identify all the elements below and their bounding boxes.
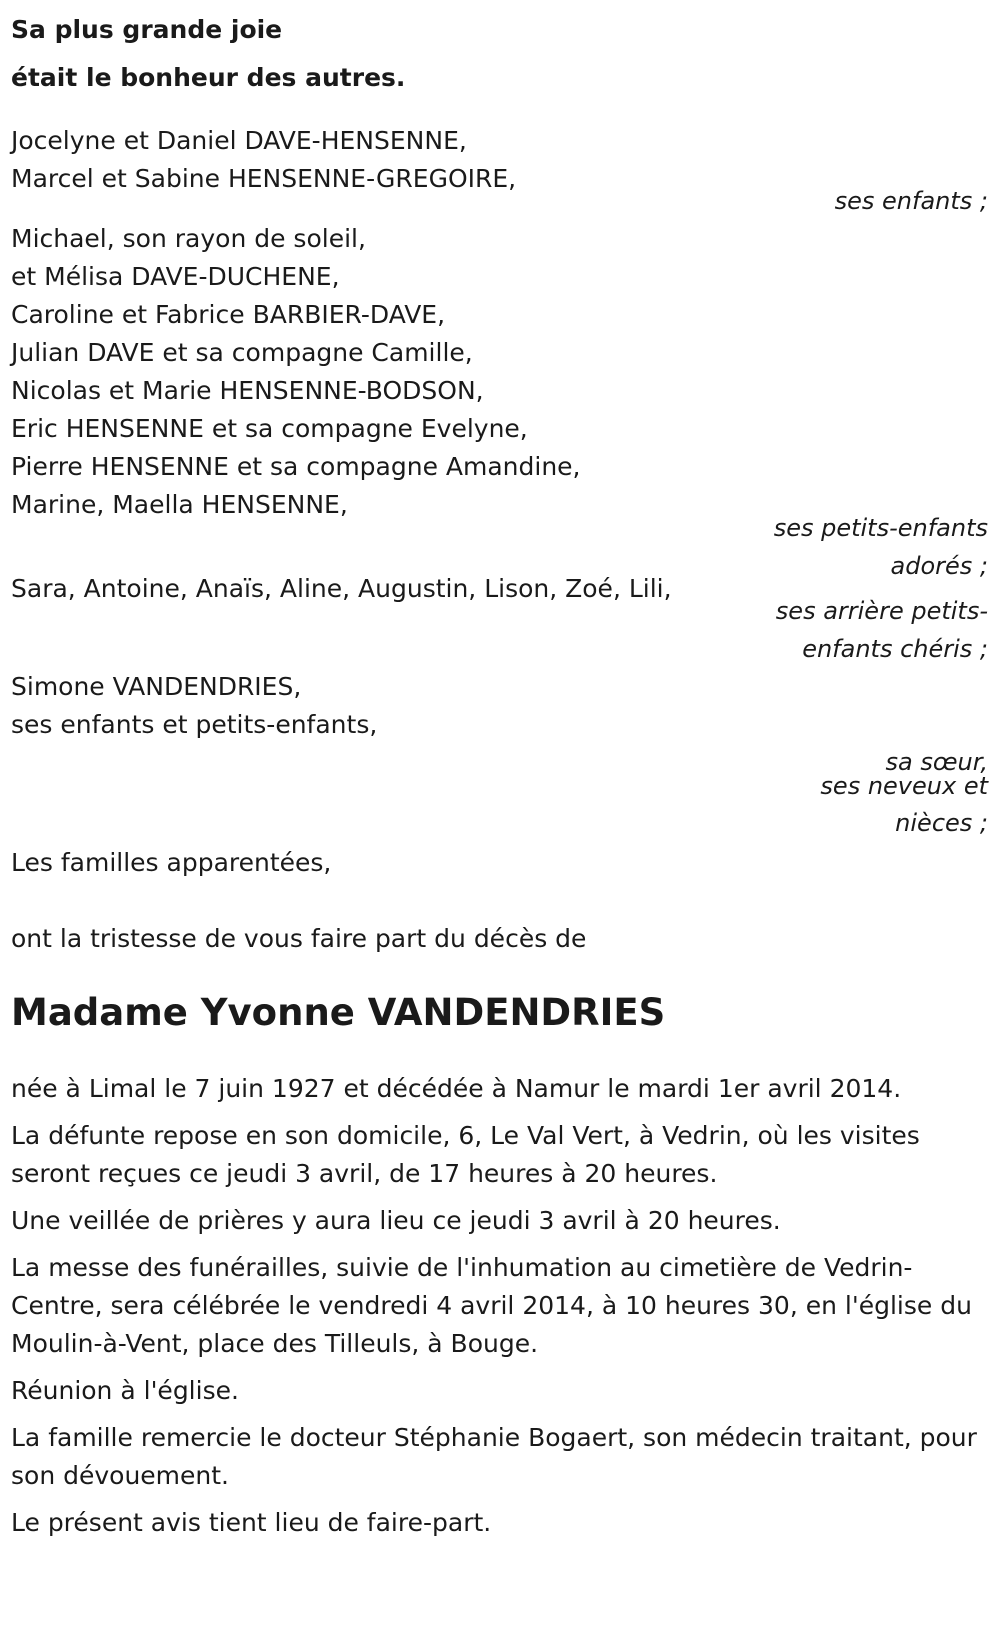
family-member-line: Pierre HENSENNE et sa compagne Amandine, — [11, 452, 581, 481]
family-member-line: Julian DAVE et sa compagne Camille, — [11, 338, 473, 367]
families-line: Les familles apparentées, — [11, 848, 332, 877]
great-grandchildren-block — [11, 570, 988, 668]
family-member-line: Marine, Maella HENSENNE, — [11, 490, 348, 519]
family-member-line: Marcel et Sabine HENSENNE-GREGOIRE, — [11, 164, 517, 193]
epigraph — [11, 6, 988, 102]
relation-label: ses neveux et — [820, 772, 988, 800]
relation-label: ses enfants ; — [834, 187, 988, 215]
relation-label: enfants chéris ; — [802, 635, 988, 663]
detail-paragraph: La défunte repose en son domicile, 6, Le Val Vert, à Vedrin, où les visites seront reçues ce jeudi 3 avril, de 17 heures à 20 heures. — [11, 1121, 920, 1188]
detail-paragraph: Le présent avis tient lieu de faire-part. — [11, 1508, 492, 1537]
relation-label: adorés ; — [890, 552, 988, 580]
relation-label: nièces ; — [895, 809, 988, 837]
detail-paragraph: La famille remercie le docteur Stéphanie Bogaert, son médecin traitant, pour son dévouement. — [11, 1423, 977, 1490]
family-member-line: Nicolas et Marie HENSENNE-BODSON, — [11, 376, 484, 405]
relation-label: sa sœur, — [885, 748, 988, 776]
family-member-line: Simone VANDENDRIES, — [11, 672, 302, 701]
detail-paragraph: Réunion à l'église. — [11, 1376, 239, 1405]
family-member-line: et Mélisa DAVE-DUCHENE, — [11, 262, 340, 291]
details — [11, 1070, 988, 1542]
family-member-line: Eric HENSENNE et sa compagne Evelyne, — [11, 414, 528, 443]
children-block — [11, 122, 988, 220]
relation-label: ses petits-enfants — [773, 514, 988, 542]
family-member-line: ses enfants et petits-enfants, — [11, 710, 378, 739]
family-member-line: Jocelyne et Daniel DAVE-HENSENNE, — [11, 126, 467, 155]
deceased-name: Madame Yvonne VANDENDRIES — [11, 991, 666, 1034]
detail-paragraph: Une veillée de prières y aura lieu ce jeudi 3 avril à 20 heures. — [11, 1206, 781, 1235]
detail-paragraph: née à Limal le 7 juin 1927 et décédée à Namur le mardi 1er avril 2014. — [11, 1074, 902, 1103]
grandchildren-block — [11, 220, 988, 585]
announcement-line: ont la tristesse de vous faire part du décès de — [11, 924, 587, 953]
epigraph-line: était le bonheur des autres. — [11, 63, 406, 92]
sister-block — [11, 668, 988, 842]
family-member-line: Michael, son rayon de soleil, — [11, 224, 366, 253]
family-member-line: Sara, Antoine, Anaïs, Aline, Augustin, Lison, Zoé, Lili, — [11, 574, 672, 603]
relation-label: ses arrière petits- — [775, 597, 988, 625]
epigraph-line: Sa plus grande joie — [11, 15, 283, 44]
family-member-line: Caroline et Fabrice BARBIER-DAVE, — [11, 300, 446, 329]
detail-paragraph: La messe des funérailles, suivie de l'inhumation au cimetière de Vedrin-Centre, sera célébrée le vendredi 4 avril 2014, à 10 heures 30, en l'église du Moulin-à-Vent, place des Tilleuls, à Bouge. — [11, 1253, 972, 1358]
